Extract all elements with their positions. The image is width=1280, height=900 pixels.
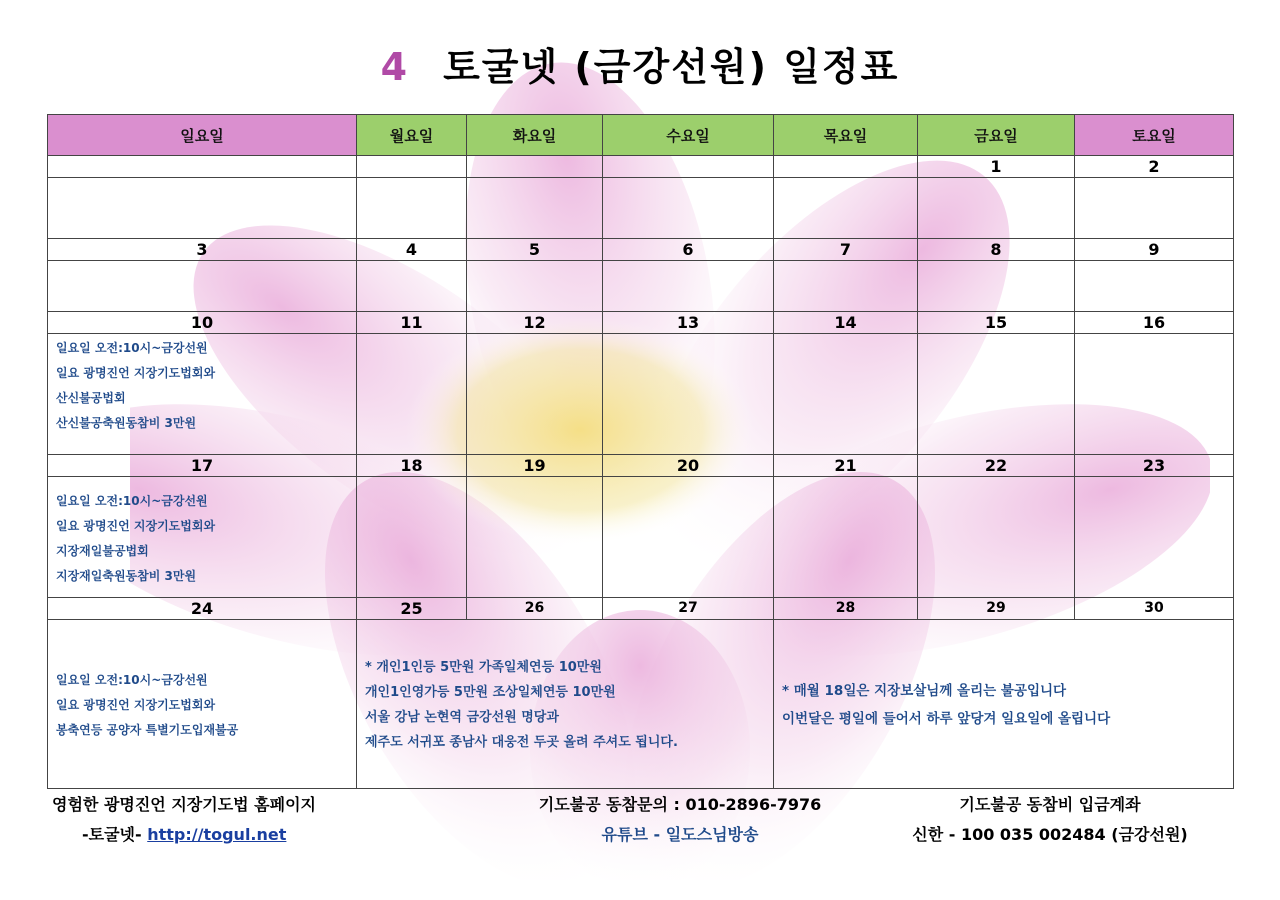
footer-homepage-prefix: -토굴넷- <box>82 825 148 844</box>
footer-homepage-line <box>52 824 316 854</box>
event-cell <box>774 178 918 239</box>
week-1-events <box>48 178 1234 239</box>
footer-homepage-title: 영험한 광명진언 지장기도법 홈페이지 <box>52 795 317 814</box>
date-cell: 5 <box>467 239 603 261</box>
note-line: 지장재일불공법회 <box>56 544 149 558</box>
event-cell <box>48 178 357 239</box>
monthly-ritual-note-cell <box>774 620 1234 789</box>
week-4-dates <box>48 455 1234 477</box>
date-cell: 14 <box>774 312 918 334</box>
event-cell <box>467 477 603 598</box>
date-cell: 8 <box>918 239 1075 261</box>
date-cell: 6 <box>603 239 774 261</box>
date-cell: 18 <box>357 455 467 477</box>
footer-youtube: 유튜브 - 일도스님방송 <box>601 825 759 844</box>
event-cell-sunday <box>48 334 357 455</box>
event-cell <box>918 334 1075 455</box>
date-cell: 23 <box>1075 455 1234 477</box>
event-cell <box>603 178 774 239</box>
event-cell <box>774 261 918 312</box>
date-cell: 17 <box>48 455 357 477</box>
date-cell: 15 <box>918 312 1075 334</box>
event-cell <box>1075 477 1234 598</box>
note-line: 산신불공축원동참비 3만원 <box>56 416 197 430</box>
event-cell <box>357 477 467 598</box>
note-line: 일요일 오전:10시~금강선원 <box>56 341 208 355</box>
sunday-schedule-note <box>48 334 356 436</box>
date-cell <box>357 156 467 178</box>
footer-homepage <box>52 794 316 854</box>
title-text: 토굴넷 (금강선원) 일정표 <box>443 45 900 89</box>
event-cell <box>774 334 918 455</box>
date-cell <box>774 156 918 178</box>
lantern-offering-note <box>357 653 773 755</box>
header-saturday: 토요일 <box>1075 115 1234 156</box>
header-tuesday: 화요일 <box>467 115 603 156</box>
week-3-events <box>48 334 1234 455</box>
date-cell: 2 <box>1075 156 1234 178</box>
sunday-schedule-note <box>48 477 356 589</box>
week-4-events <box>48 477 1234 598</box>
note-line: 개인1인영가등 5만원 조상일체연등 10만원 <box>365 685 616 700</box>
monthly-ritual-note <box>774 675 1233 733</box>
date-cell: 10 <box>48 312 357 334</box>
event-cell <box>467 261 603 312</box>
date-cell: 11 <box>357 312 467 334</box>
event-cell <box>357 261 467 312</box>
event-cell <box>1075 178 1234 239</box>
footer-account-number: 신한 - 100 035 002484 (금강선원) <box>912 825 1188 844</box>
event-cell <box>1075 261 1234 312</box>
note-line: 일요 광명진언 지장기도법회와 <box>56 366 216 380</box>
event-cell <box>603 477 774 598</box>
date-cell: 29 <box>918 598 1075 620</box>
weekday-header-row <box>48 115 1234 156</box>
date-cell: 3 <box>48 239 357 261</box>
date-cell: 20 <box>603 455 774 477</box>
date-cell <box>48 156 357 178</box>
date-cell <box>467 156 603 178</box>
event-cell <box>774 477 918 598</box>
date-cell: 30 <box>1075 598 1234 620</box>
event-cell <box>918 178 1075 239</box>
footer-contact-phone: 기도불공 동참문의 : 010-2896-7976 <box>538 795 822 814</box>
event-cell-sunday <box>48 620 357 789</box>
event-cell <box>357 178 467 239</box>
header-monday: 월요일 <box>357 115 467 156</box>
note-line: 일요 광명진언 지장기도법회와 <box>56 519 216 533</box>
footer-account-title: 기도불공 동참비 입금계좌 <box>959 795 1141 814</box>
note-line: 일요일 오전:10시~금강선원 <box>56 672 208 687</box>
date-cell: 24 <box>48 598 357 620</box>
footer-account <box>860 794 1240 854</box>
event-cell <box>48 261 357 312</box>
week-5-events <box>48 620 1234 789</box>
date-cell: 12 <box>467 312 603 334</box>
homepage-link[interactable]: http://togul.net <box>147 825 287 844</box>
event-cell <box>467 334 603 455</box>
note-line: 일요일 오전:10시~금강선원 <box>56 494 208 508</box>
week-3-dates <box>48 312 1234 334</box>
date-cell <box>603 156 774 178</box>
date-cell: 22 <box>918 455 1075 477</box>
date-cell: 7 <box>774 239 918 261</box>
date-cell: 21 <box>774 455 918 477</box>
note-line: * 개인1인등 5만원 가족일체연등 10만원 <box>365 660 602 675</box>
date-cell: 19 <box>467 455 603 477</box>
lantern-offering-note-cell <box>357 620 774 789</box>
event-cell <box>357 334 467 455</box>
event-cell <box>918 477 1075 598</box>
sunday-schedule-note <box>48 666 356 743</box>
calendar-table <box>47 114 1234 789</box>
note-line: 일요 광명진언 지장기도법회와 <box>56 697 216 712</box>
event-cell-sunday <box>48 477 357 598</box>
note-line: 제주도 서귀포 종남사 대웅전 두곳 올려 주셔도 됩니다. <box>365 735 678 750</box>
note-line: 이번달은 평일에 들어서 하루 앞당겨 일요일에 올립니다 <box>782 711 1111 727</box>
date-cell: 16 <box>1075 312 1234 334</box>
event-cell <box>603 261 774 312</box>
note-line: 봉축연등 공양자 특별기도입재불공 <box>56 722 239 737</box>
date-cell: 26 <box>467 598 603 620</box>
header-friday: 금요일 <box>918 115 1075 156</box>
header-thursday: 목요일 <box>774 115 918 156</box>
event-cell <box>467 178 603 239</box>
header-wednesday: 수요일 <box>603 115 774 156</box>
week-5-dates <box>48 598 1234 620</box>
date-cell: 1 <box>918 156 1075 178</box>
note-line: * 매월 18일은 지장보살님께 올리는 불공입니다 <box>782 683 1067 699</box>
title-month: 4 <box>380 45 410 89</box>
note-line: 지장재일축원동참비 3만원 <box>56 569 197 583</box>
footer-contact <box>500 794 860 854</box>
event-cell <box>603 334 774 455</box>
week-2-events <box>48 261 1234 312</box>
header-sunday: 일요일 <box>48 115 357 156</box>
page-title <box>0 36 1280 91</box>
week-2-dates <box>48 239 1234 261</box>
date-cell: 27 <box>603 598 774 620</box>
date-cell: 13 <box>603 312 774 334</box>
date-cell: 4 <box>357 239 467 261</box>
week-1-dates <box>48 156 1234 178</box>
date-cell: 28 <box>774 598 918 620</box>
event-cell <box>1075 334 1234 455</box>
date-cell: 25 <box>357 598 467 620</box>
date-cell: 9 <box>1075 239 1234 261</box>
note-line: 서울 강남 논현역 금강선원 명당과 <box>365 710 559 725</box>
note-line: 산신불공법회 <box>56 391 126 405</box>
event-cell <box>918 261 1075 312</box>
